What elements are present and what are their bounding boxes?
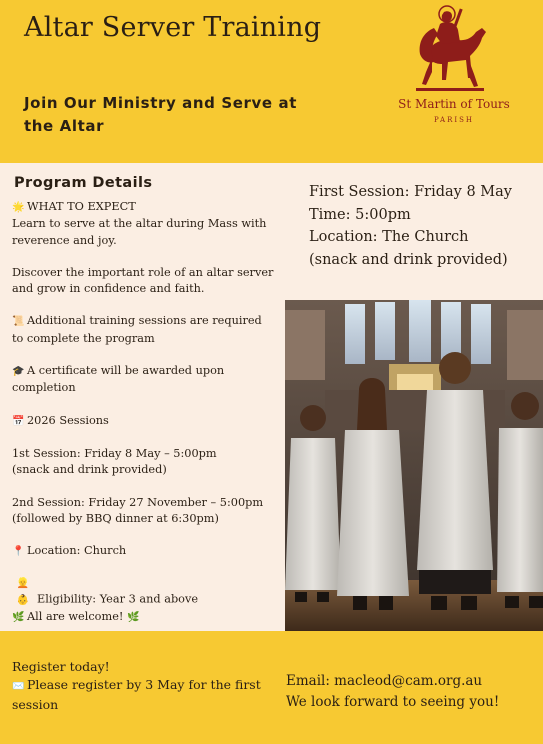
page-title: Altar Server Training: [24, 12, 322, 43]
program-details: [12, 175, 274, 626]
session-1-note: (snack and drink provided): [12, 463, 167, 477]
first-session-note: (snack and drink provided): [309, 251, 508, 268]
parish-label: PARISH: [433, 116, 475, 124]
first-session-location: Location: The Church: [309, 229, 469, 245]
contact-email[interactable]: Email: macleod@cam.org.au: [286, 673, 483, 689]
program-heading: Program Details: [14, 175, 153, 191]
discover-text: Discover the important role of an altar server and grow in confidence and faith.: [12, 265, 274, 296]
sessions-heading: [12, 413, 274, 430]
certificate-text: A certificate will be awarded upon completion: [12, 364, 225, 395]
session-2-note: (followed by BBQ dinner at 6:30pm): [12, 511, 219, 525]
welcome-text: All are welcome!: [27, 610, 124, 624]
children-icon: 👱👶: [16, 578, 30, 606]
register-text: Please register by 3 May for the first session: [12, 677, 261, 712]
altar-servers-photo: [285, 300, 543, 631]
footer-banner: [0, 631, 543, 744]
envelope-icon: ✉️: [12, 681, 25, 692]
first-session-info: [309, 181, 534, 271]
parish-logo: [398, 2, 510, 127]
pin-icon: 📍: [12, 546, 25, 558]
session-1-date: 1st Session: Friday 8 May – 5:00pm: [12, 446, 217, 460]
session-1: [12, 446, 274, 479]
register-deadline: [12, 676, 262, 714]
herb-icon: 🌿: [127, 612, 140, 624]
first-session-time: Time: 5:00pm: [309, 206, 411, 223]
eligibility-line: [12, 576, 274, 609]
sessions-text: Additional training sessions are required to complete the program: [12, 314, 262, 345]
expect-text: Learn to serve at the altar during Mass with reverence and joy.: [12, 217, 267, 247]
parish-name: St Martin of Tours: [398, 97, 510, 111]
herb-icon: 🌿: [12, 612, 25, 624]
header-banner: [0, 0, 543, 163]
graduation-cap-icon: 🎓: [12, 366, 25, 378]
session-2-date: 2nd Session: Friday 27 November – 5:00pm: [12, 495, 264, 509]
expect-label: WHAT TO EXPECT: [27, 200, 136, 213]
contact-info: [286, 671, 536, 713]
sessions-year: 2026 Sessions: [27, 413, 109, 427]
first-session-date: First Session: Friday 8 May: [309, 184, 512, 200]
closing-message: We look forward to seeing you!: [286, 694, 500, 710]
program-section: [0, 163, 543, 631]
certificate-note: [12, 363, 274, 397]
church-scene-image: [285, 300, 543, 631]
location-line: [12, 543, 274, 560]
additional-sessions: [12, 313, 274, 347]
welcome-line: [12, 609, 274, 626]
registration-info: [12, 658, 262, 714]
scroll-icon: 📜: [12, 316, 25, 328]
register-today: Register today!: [12, 659, 110, 674]
calendar-icon: 📅: [12, 415, 25, 427]
st-martin-horseman-icon: [408, 2, 492, 94]
eligibility-text: Eligibility: Year 3 and above: [37, 592, 199, 606]
what-to-expect: [12, 199, 274, 249]
page-subtitle: Join Our Ministry and Serve at the Altar: [24, 94, 297, 135]
location-text: Location: Church: [27, 544, 127, 558]
session-2: [12, 495, 274, 528]
star-icon: 🌟: [12, 202, 25, 213]
